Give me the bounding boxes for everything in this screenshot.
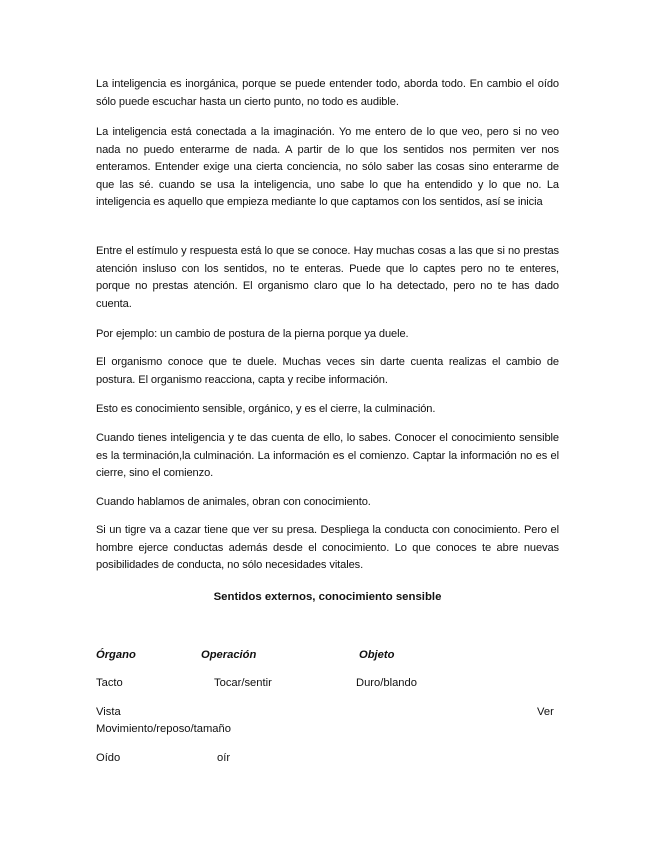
paragraph-9: Si un tigre va a cazar tiene que ver su presa. Despliega la conducta con conocimiento. Pero el hombre ejerce conductas además desde el conocimiento. Lo que conoces te abre nuevas posibilidades de conducta, no sólo necesidades vitales. xyxy=(96,524,559,572)
paragraph-6: Esto es conocimiento sensible, orgánico, y es el cierre, la culminación. xyxy=(96,403,436,415)
table-cell-operation: Ver xyxy=(537,706,554,718)
table-cell-organ: Tacto xyxy=(96,677,123,689)
table-header-organ: Órgano xyxy=(96,649,136,661)
section-heading: Sentidos externos, conocimiento sensible xyxy=(213,591,442,603)
table-cell-operation: Tocar/sentir xyxy=(214,677,272,689)
table-header-operation: Operación xyxy=(201,649,257,661)
table-cell-organ: Oído xyxy=(96,752,121,764)
paragraph-4: Por ejemplo: un cambio de postura de la pierna porque ya duele. xyxy=(96,328,409,340)
table-cell-organ: Vista xyxy=(96,706,121,718)
paragraph-5: El organismo conoce que te duele. Muchas veces sin darte cuenta realizas el cambio de postura. El organismo reacciona, capta y recibe información. xyxy=(96,356,559,386)
paragraph-2: La inteligencia está conectada a la imaginación. Yo me entero de lo que veo, pero si no veo nada no puedo enterarme de nada. A partir de lo que los sentidos nos permiten ver nos enteramos. Entender exige una cierta conciencia, no sólo saber las cosas sino enterarme de que las sé. cuando se usa la inteligencia, uno sabe lo que ha entendido y lo que no. La inteligencia es aquello que empieza mediante lo que captamos con los sentidos, así se inicia xyxy=(96,126,559,209)
paragraph-3: Entre el estímulo y respuesta está lo que se conoce. Hay muchas cosas a las que si no prestas atención insluso con los sentidos, no te enteras. Puede que lo captes pero no te enteres, porque no prestas atención. El organismo claro que lo ha detectado, pero no te has dado cuenta. xyxy=(96,245,559,310)
paragraph-1: La inteligencia es inorgánica, porque se puede entender todo, aborda todo. En cambio el oído sólo puede escuchar hasta un cierto punto, no todo es audible. xyxy=(96,78,559,108)
table-cell-object: Movimiento/reposo/tamaño xyxy=(96,723,231,735)
paragraph-7: Cuando tienes inteligencia y te das cuenta de ello, lo sabes. Conocer el conocimiento sensible es la terminación,la culminación. La información es el comienzo. Captar la información no es el cierre, sino el comienzo. xyxy=(96,432,559,480)
table-header-object: Objeto xyxy=(359,649,395,661)
table-cell-object: Duro/blando xyxy=(356,677,417,689)
table-cell-operation: oír xyxy=(217,752,231,764)
paragraph-8: Cuando hablamos de animales, obran con conocimiento. xyxy=(96,496,371,508)
